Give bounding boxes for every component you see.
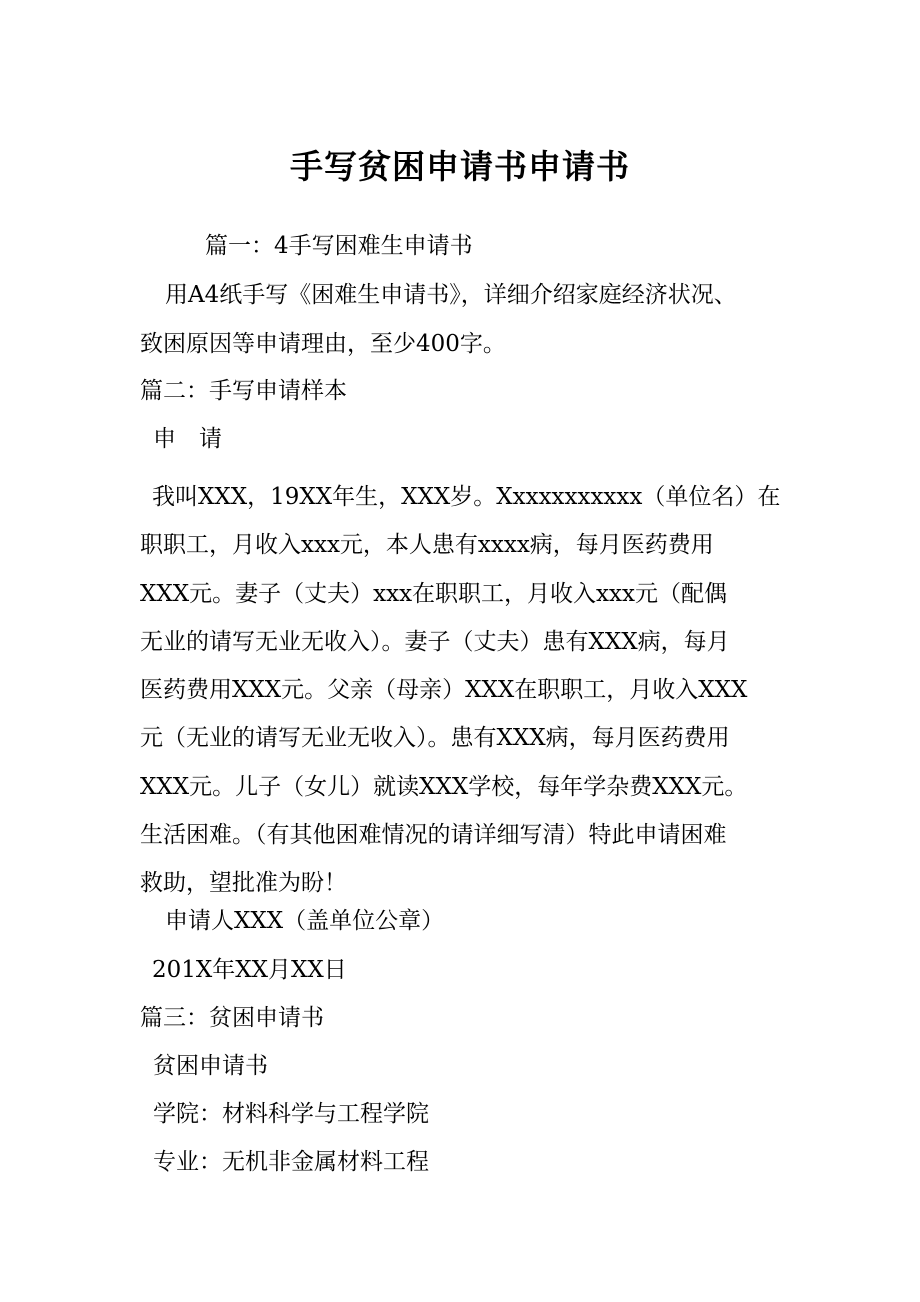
part1-paragraph-line2: 致困原因等申请理由，至少400字。 <box>140 331 506 357</box>
part2-body-line: 我叫XXX，19XX年生，XXX岁。Xxxxxxxxxxx（单位名）在 <box>152 484 781 510</box>
part1-heading: 篇一：4手写困难生申请书 <box>205 233 473 259</box>
part3-heading: 篇三：贫困申请书 <box>140 1005 324 1031</box>
part2-body-line: 无业的请写无业无收入）。妻子（丈夫）患有XXX病，每月 <box>140 628 730 655</box>
part2-body-line: XXX元。妻子（丈夫）xxx在职职工，月收入xxx元（配偶 <box>140 580 727 607</box>
part2-body-line: 元（无业的请写无业无收入）。患有XXX病，每月医药费用 <box>140 725 730 752</box>
part2-body-paragraph <box>140 473 790 908</box>
part2-applicant: 申请人XXX（盖单位公章） <box>165 908 445 934</box>
part3-college: 学院：材料科学与工程学院 <box>153 1101 429 1127</box>
part3-major: 专业：无机非金属材料工程 <box>153 1149 429 1175</box>
part2-heading: 篇二：手写申请样本 <box>140 378 347 404</box>
part2-body-line: XXX元。儿子（女儿）就读XXX学校，每年学杂费XXX元。 <box>140 773 748 800</box>
document-title: 手写贫困申请书申请书 <box>290 147 630 186</box>
part2-body-line: 医药费用XXX元。父亲（母亲）XXX在职职工，月收入XXX <box>140 677 748 704</box>
part2-body-line: 救助，望批准为盼！ <box>140 870 347 897</box>
part2-date: 201X年XX月XX日 <box>152 957 347 983</box>
part2-caption: 申 请 <box>153 426 222 452</box>
part2-body-line: 生活困难。（有其他困难情况的请详细写清）特此申请困难 <box>140 822 727 849</box>
part1-paragraph-line1: 用A4纸手写《困难生申请书》，详细介绍家庭经济状况、 <box>165 282 737 308</box>
part3-subtitle: 贫困申请书 <box>153 1053 268 1079</box>
part2-body-line: 职职工，月收入xxx元，本人患有xxxx病，每月医药费用 <box>140 532 714 559</box>
